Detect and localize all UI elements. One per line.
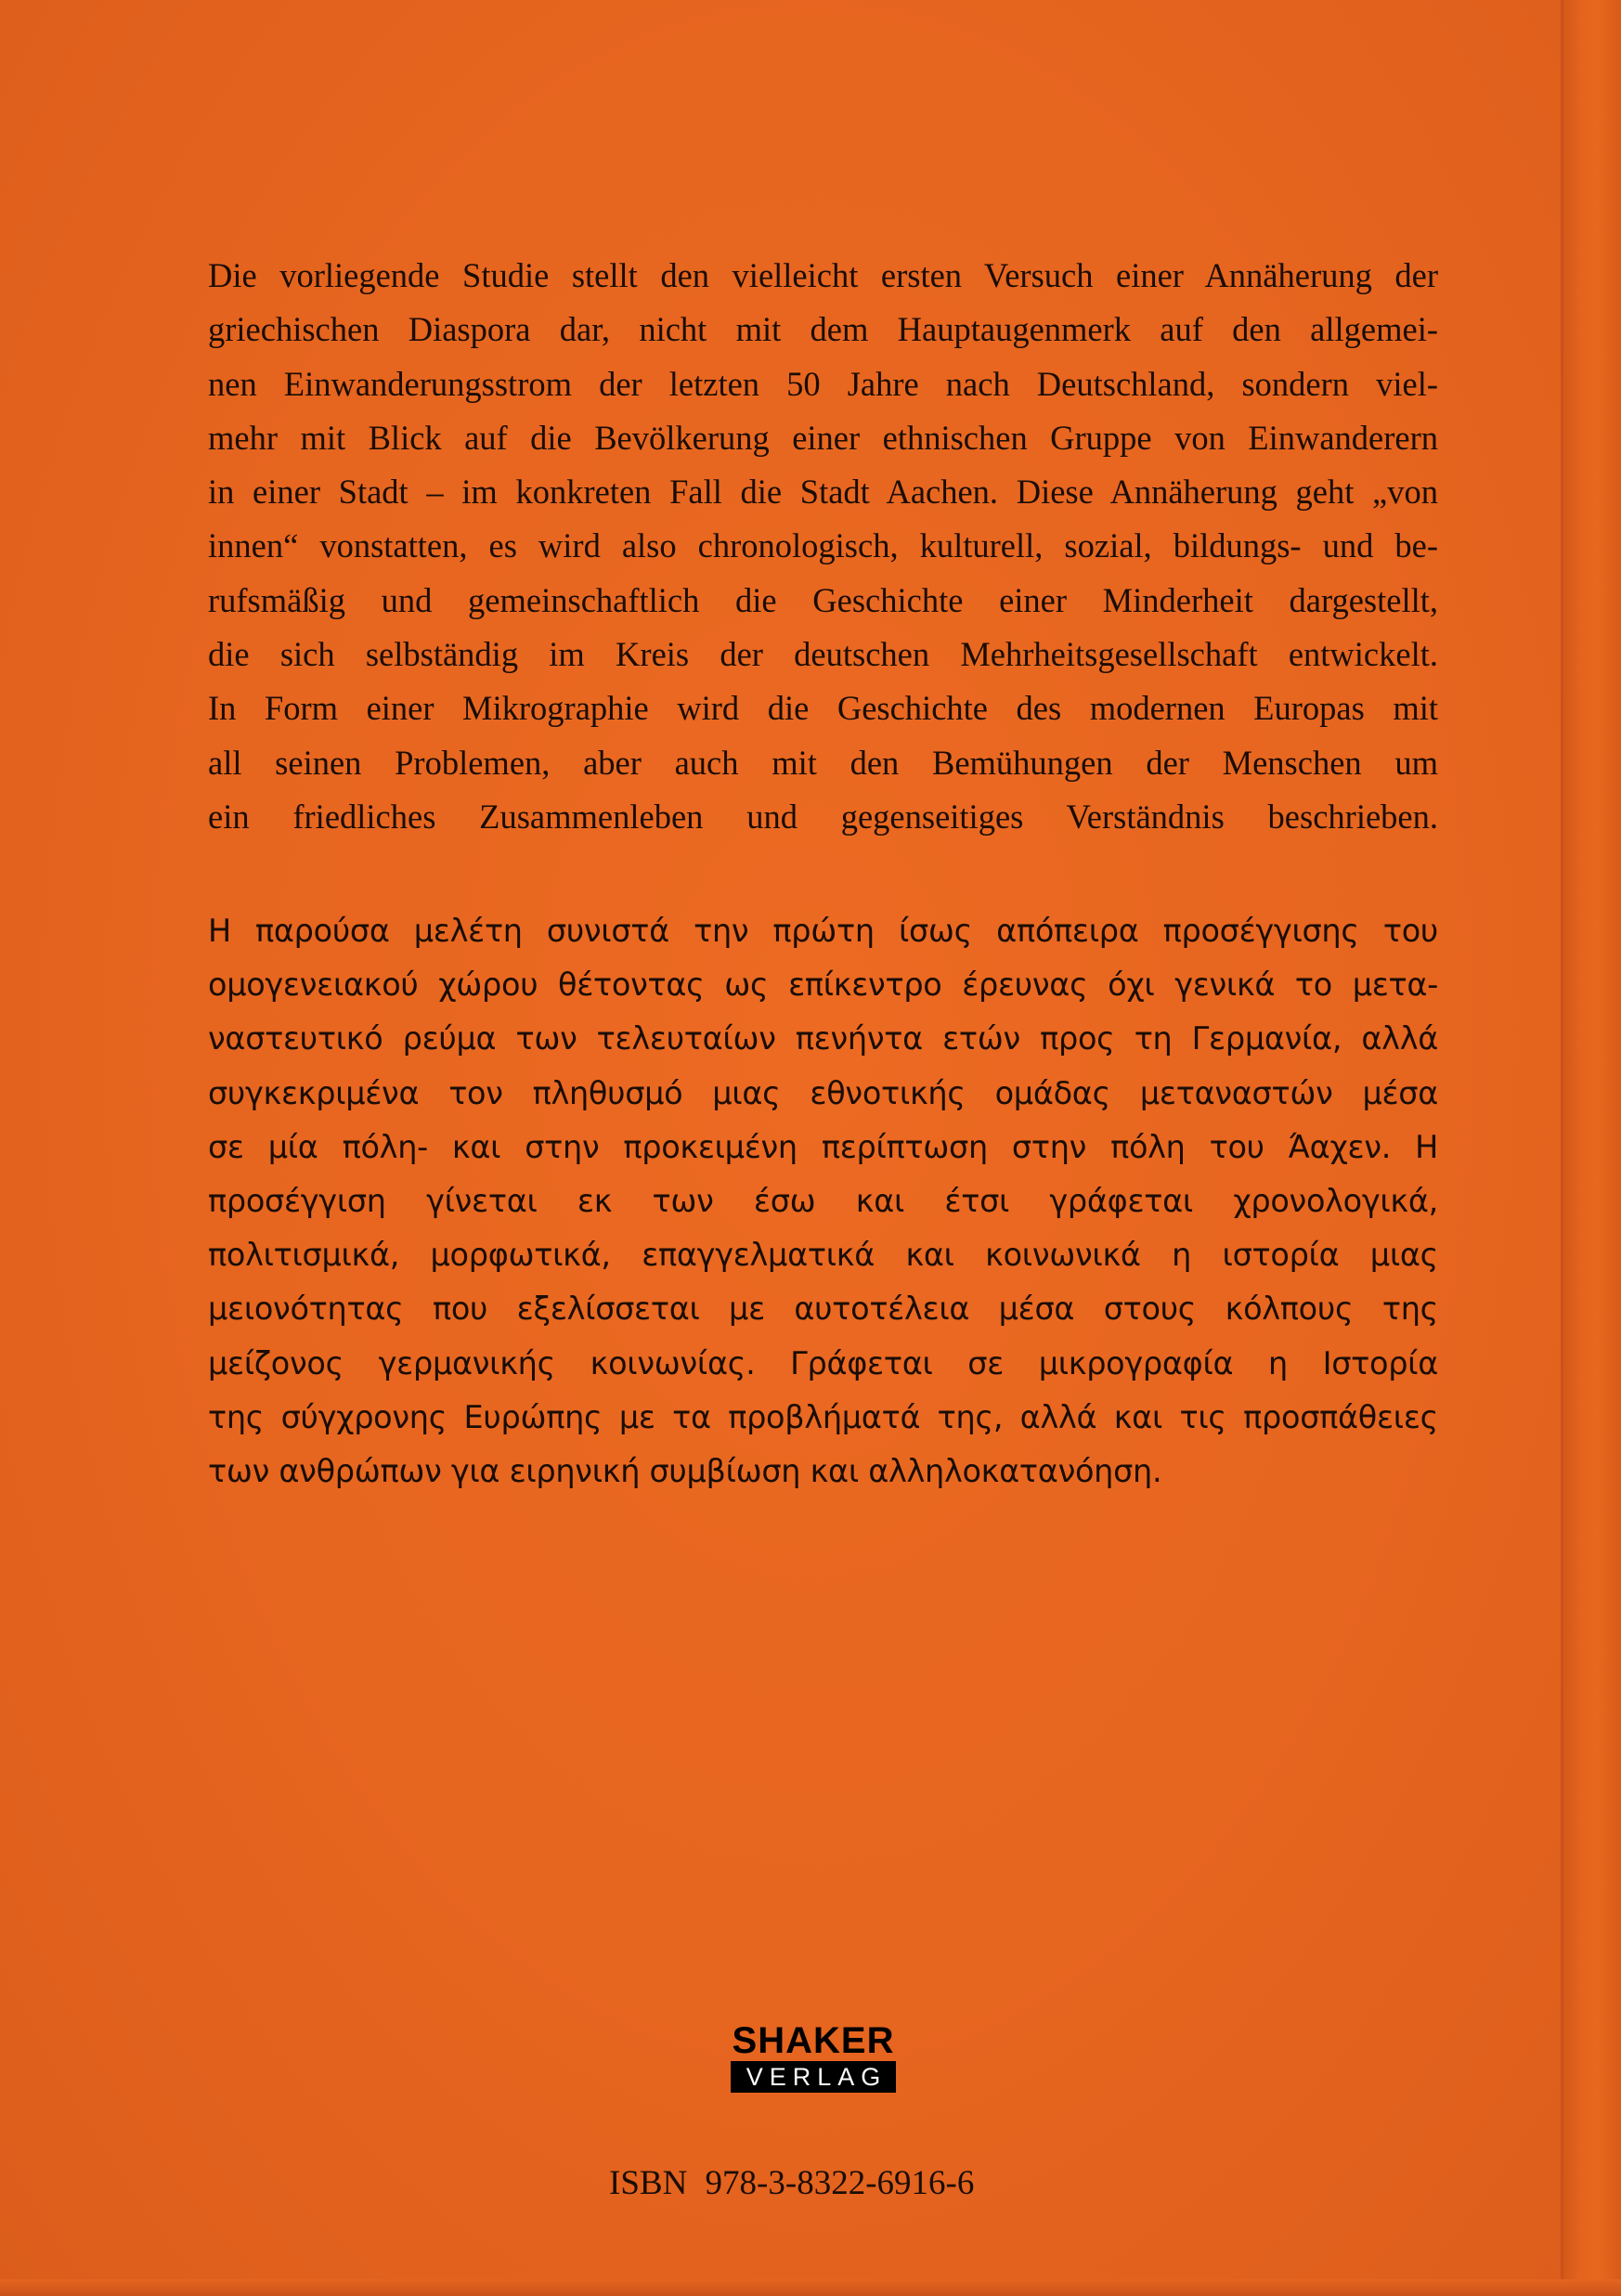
german-line: griechischen Diaspora dar, nicht mit dem Hauptaugenmerk auf den allgemei- <box>208 310 1438 349</box>
german-line: In Form einer Mikrographie wird die Geschichte des modernen Europas mit <box>208 689 1438 728</box>
logo-wordmark-top: SHAKER <box>732 2020 895 2061</box>
german-line: die sich selbständig im Kreis der deutschen Mehrheitsgesellschaft entwickelt. <box>208 635 1438 674</box>
greek-line: της σύγχρονης Ευρώπης με τα προβλήματά της, αλλά και τις προσπάθειες <box>208 1398 1438 1435</box>
german-line: in einer Stadt – im konkreten Fall die Stadt Aachen. Diese Annäherung geht „von <box>208 473 1438 512</box>
logo-wordmark-bottom: VERLAG <box>731 2061 896 2093</box>
greek-line: συγκεκριμένα τον πληθυσμό μιας εθνοτικής ομάδας μεταναστών μέσα <box>208 1074 1438 1111</box>
german-line: all seinen Problemen, aber auch mit den Bemühungen der Menschen um <box>208 743 1438 782</box>
german-line: innen“ vonstatten, es wird also chronologisch, kulturell, sozial, bildungs- und be- <box>208 526 1438 565</box>
greek-line: πολιτισμικά, μορφωτικά, επαγγελματικά και κοινωνικά η ιστορία μιας <box>208 1237 1438 1274</box>
greek-line: ομογενειακού χώρου θέτοντας ως επίκεντρο έρευνας όχι γενικά το μετα- <box>208 966 1438 1004</box>
greek-line: σε μία πόλη- και στην προκειμένη περίπτωση στην πόλη του Άαχεν. Η <box>208 1128 1438 1165</box>
german-line: mehr mit Blick auf die Bevölkerung einer ethnischen Gruppe von Einwanderern <box>208 418 1438 457</box>
shaker-verlag-logo <box>730 2022 897 2093</box>
greek-blurb <box>208 904 1438 1498</box>
isbn-number: ISBN 978-3-8322-6916-6 <box>609 2164 975 2202</box>
greek-line: μειονότητας που εξελίσσεται με αυτοτέλεια μέσα στους κόλπους της <box>208 1291 1438 1328</box>
greek-line: των ανθρώπων για ειρηνική συμβίωση και αλληλοκατανόηση. <box>208 1453 1162 1490</box>
spine-edge <box>1563 0 1621 2296</box>
greek-line: ναστευτικό ρεύμα των τελευταίων πενήντα ετών προς τη Γερμανία, αλλά <box>208 1020 1438 1057</box>
german-line: rufsmäßig und gemeinschaftlich die Geschichte einer Minderheit dargestellt, <box>208 580 1438 619</box>
german-line: nen Einwanderungsstrom der letzten 50 Jahre nach Deutschland, sondern viel- <box>208 364 1438 403</box>
german-line: ein friedliches Zusammenleben und gegenseitiges Verständnis beschrieben. <box>208 797 1438 836</box>
greek-line: προσέγγιση γίνεται εκ των έσω και έτσι γράφεται χρονολογικά, <box>208 1183 1438 1220</box>
greek-line: μείζονος γερμανικής κοινωνίας. Γράφεται σε μικρογραφία η Ιστορία <box>208 1344 1438 1381</box>
german-line: Die vorliegende Studie stellt den vielleicht ersten Versuch einer Annäherung der <box>208 256 1438 294</box>
greek-line: Η παρούσα μελέτη συνιστά την πρώτη ίσως απόπειρα προσέγγισης του <box>208 913 1438 949</box>
bottom-edge <box>0 2279 1621 2296</box>
german-blurb <box>208 249 1438 844</box>
